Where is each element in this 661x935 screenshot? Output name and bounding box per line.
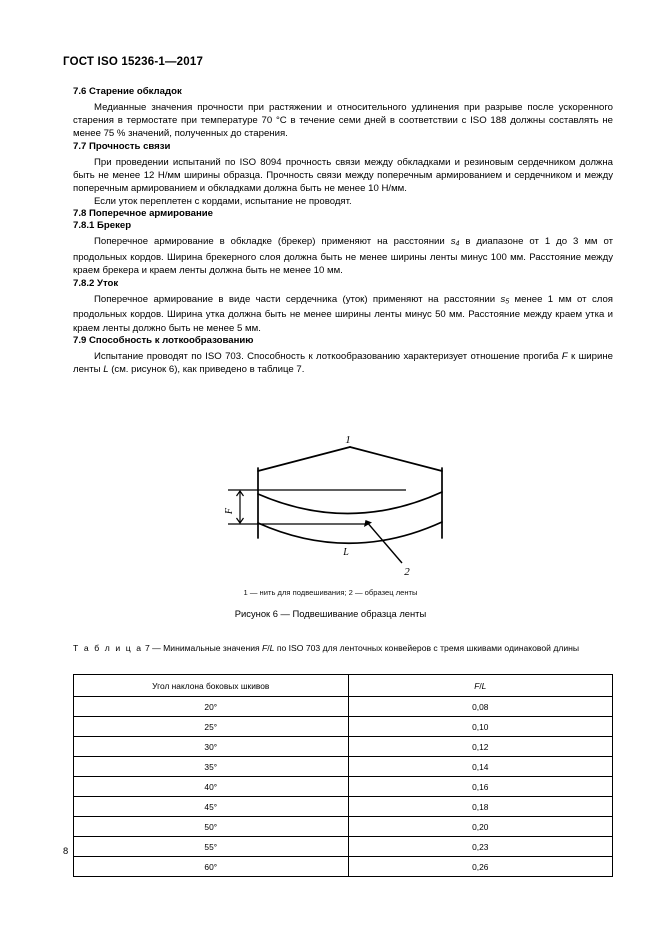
- table-cell-ratio: 0,12: [348, 737, 612, 757]
- table-cell-angle: 55°: [74, 837, 349, 857]
- running-head: ГОСТ ISO 15236-1—2017: [63, 56, 204, 68]
- table-cell-ratio: 0,18: [348, 797, 612, 817]
- figure-6-block: [0, 430, 661, 620]
- text-column: [73, 86, 613, 376]
- table-7: [73, 674, 613, 877]
- thread-right-line: [350, 447, 442, 471]
- clause-heading-7-7: 7.7 Прочность связи: [73, 140, 171, 152]
- table-row: [74, 817, 613, 837]
- table-header-angle: Угол наклона боковых шкивов: [74, 675, 349, 697]
- symbol-l: L: [103, 363, 109, 375]
- table-row: [74, 737, 613, 757]
- table-row: [74, 757, 613, 777]
- page-number: 8: [63, 845, 69, 856]
- table-7-body: [74, 697, 613, 877]
- figure-6-caption: Рисунок 6 — Подвешивание образца ленты: [234, 608, 427, 619]
- figure-6-legend: 1 — нить для подвешивания; 2 — образец ленты: [243, 588, 418, 597]
- table-row: [74, 857, 613, 877]
- table-cell-ratio: 0,26: [348, 857, 612, 877]
- table-cell-ratio: 0,10: [348, 717, 612, 737]
- figure-callout-1-label: 1: [344, 434, 351, 446]
- table-cell-angle: 45°: [74, 797, 349, 817]
- table-7-head: [74, 675, 613, 697]
- clause-7-8-2-text-after: менее 1 мм от слоя продольных кордов. Ширина утка должна быть не менее ширины ленты минус 50 мм. Расстояние между краем утка и краем ленты должно быть не менее 5 мм.: [73, 293, 613, 334]
- clause-7-8-1-text-after: в диапазоне от 1 до 3 мм от продольных кордов. Ширина брекерного слоя должна быть не менее ширины ленты минус 100 мм. Расстояние между краем брекера и краем ленты должна быть не менее 10 мм.: [73, 236, 613, 277]
- clause-heading-7-9: 7.9 Способность к лоткообразованию: [73, 334, 254, 346]
- table-header-ratio: [348, 675, 612, 697]
- table-header-symbol-l: L: [481, 680, 487, 691]
- clause-7-9-text-3: (см. рисунок 6), как приведено в таблице 7.: [108, 363, 305, 375]
- figure-dimension-f-label: F: [223, 507, 235, 515]
- table-row: [74, 717, 613, 737]
- symbol-f: F: [561, 350, 568, 362]
- table-cell-ratio: 0,16: [348, 777, 612, 797]
- table-cell-ratio: 0,08: [348, 697, 612, 717]
- symbol-s5-subscript: 5: [505, 298, 510, 306]
- table-caption-symbol-f: F: [262, 643, 268, 653]
- table-caption-number: 7: [144, 643, 150, 653]
- table-row: [74, 837, 613, 857]
- clause-7-7-paragraph-2: Если уток переплетен с кордами, испытание не проводят.: [94, 196, 352, 208]
- belt-bottom-curve: [258, 522, 442, 543]
- clause-7-8-1-text-before: Поперечное армирование в обкладке (брекер) применяют на расстоянии: [94, 236, 451, 248]
- table-row: [74, 797, 613, 817]
- table-caption-word: Т а б л и ц а: [73, 643, 143, 653]
- belt-top-curve: [258, 492, 442, 514]
- table-cell-ratio: 0,20: [348, 817, 612, 837]
- figure-dimension-l-label: L: [342, 547, 349, 558]
- clause-7-9-text-1: Испытание проводят по ISO 703. Способность к лоткообразованию характеризует отношение прогиба: [94, 350, 562, 362]
- table-cell-angle: 60°: [74, 857, 349, 877]
- table-cell-angle: 40°: [74, 777, 349, 797]
- clause-7-8-2-text-before: Поперечное армирование в виде части сердечника (уток) применяют на расстоянии: [94, 293, 501, 305]
- table-header-symbol-f: F: [474, 680, 480, 691]
- clause-heading-7-8: 7.8 Поперечное армирование: [73, 208, 213, 220]
- table-caption-slash: /: [267, 643, 270, 653]
- symbol-s5: s: [500, 293, 506, 305]
- symbol-s4: s: [450, 236, 456, 248]
- clause-7-6-paragraph-1: Медианные значения прочности при растяжении и относительного удлинения при разрыве после ускоренного старения в термостате при температуре 70 °C в течение семи дней в соответствии с ISO 188 должны составлять не менее 75 % значений, полученных до старения.: [73, 102, 613, 140]
- table-caption-text-before: — Минимальные значения: [149, 643, 263, 653]
- clause-7-9-text-2: к ширине ленты: [73, 350, 613, 375]
- table-cell-angle: 25°: [74, 717, 349, 737]
- clause-heading-7-8-1: 7.8.1 Брекер: [73, 220, 132, 232]
- clause-7-8-1-paragraph: [73, 235, 613, 277]
- clause-7-9-paragraph: [73, 350, 613, 376]
- table-row: [74, 697, 613, 717]
- belt-trough-diagram-svg: [206, 430, 456, 578]
- table-row: [74, 777, 613, 797]
- clause-heading-7-6: 7.6 Старение обкладок: [73, 86, 182, 97]
- clause-7-8-2-paragraph: [73, 293, 613, 335]
- table-cell-ratio: 0,23: [348, 837, 612, 857]
- table-cell-angle: 35°: [74, 757, 349, 777]
- table-header-row: [74, 675, 613, 697]
- table-caption-text-after: по ISO 703 для ленточных конвейеров с тремя шкивами одинаковой длины: [274, 643, 580, 653]
- thread-left-line: [258, 447, 350, 471]
- table-caption-symbol-l: L: [269, 643, 275, 653]
- clause-7-7-paragraph-1: При проведении испытаний по ISO 8094 прочность связи между обкладками и резиновым сердечником должна быть не менее 12 Н/мм ширины образца. Прочность связи между поперечным армированием и сердечником и между поперечным армированием и обкладками должна быть не менее 10 Н/мм.: [73, 156, 613, 195]
- table-header-slash: /: [479, 680, 482, 691]
- table-7-caption: [73, 643, 613, 655]
- table-cell-ratio: 0,14: [348, 757, 612, 777]
- figure-callout-2-label: 2: [403, 566, 410, 578]
- clause-heading-7-8-2: 7.8.2 Уток: [73, 277, 119, 289]
- table-cell-angle: 50°: [74, 817, 349, 837]
- table-cell-angle: 30°: [74, 737, 349, 757]
- figure-6-drawing: [206, 430, 456, 578]
- symbol-s4-subscript: 4: [455, 240, 460, 248]
- table-cell-angle: 20°: [74, 697, 349, 717]
